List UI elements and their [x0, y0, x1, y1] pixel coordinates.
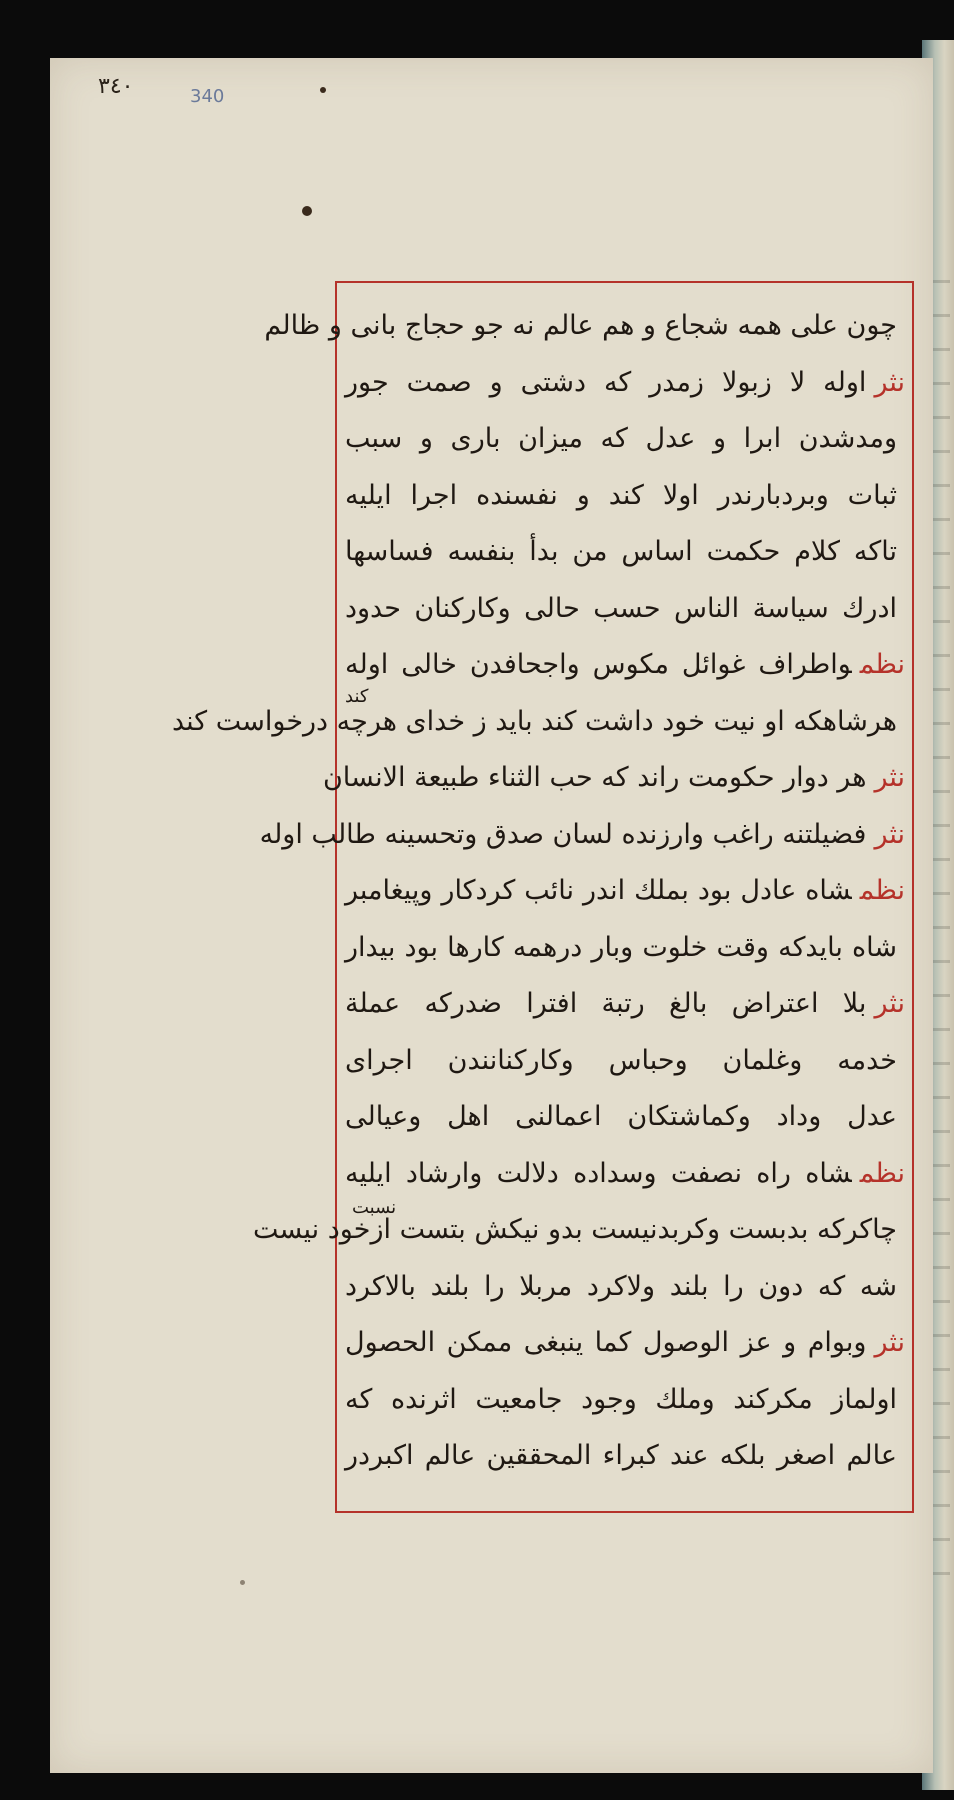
text-line — [345, 1033, 905, 1090]
line-text: ادرك سياسة الناس حسب حالی وکارکنان حدود — [345, 592, 897, 624]
line-text: وبوام و عز الوصول کما ینبغی ممکن الحصول — [345, 1327, 867, 1358]
facing-page-edge — [930, 280, 950, 1580]
line-text: عدل وداد وکماشتکان اعمالنی اهل وعیالی — [345, 1101, 897, 1132]
line-text: فضیلتنه راغب وارزنده لسان صدق وتحسینه طالب اوله — [259, 818, 867, 850]
rubric-word: نثر — [874, 1327, 905, 1358]
rubric-word: نظم — [859, 1157, 905, 1189]
line-text: هرشاهکه او نیت خود داشت کند باید ز خدای هرچه درخواست کند — [171, 705, 897, 737]
interlinear-note: نسبت — [352, 1197, 397, 1218]
text-line — [345, 524, 905, 581]
line-text: ثبات وبردبارندر اولا کند و نفسنده اجرا ایلیه — [345, 479, 897, 511]
text-line — [345, 468, 905, 525]
rubric-word: نثر — [874, 762, 905, 793]
line-text: عالم اصغر بلکه عند کبراء المحققین عالم اکبردر — [345, 1440, 897, 1471]
line-text: شاه عادل بود بملك اندر نائب کردکار وپیغامبر — [345, 875, 852, 906]
ink-spot — [302, 206, 312, 216]
rubric-word: نثر — [874, 366, 905, 398]
text-block — [171, 298, 905, 1485]
text-line — [345, 1315, 905, 1372]
line-text: خدمه وغلمان وحباس وکارکنانندن اجرای — [345, 1044, 897, 1076]
line-text: واطراف غوائل مکوس واجحافدن خالی اوله — [345, 649, 852, 680]
text-line — [345, 1372, 905, 1429]
line-text: چون علی همه شجاع و هم عالم نه جو حجاج بانی و ظالم — [264, 310, 897, 341]
text-line — [345, 863, 905, 920]
text-line — [252, 1202, 905, 1259]
text-line — [345, 976, 905, 1033]
line-text: شه که دون را بلند ولاکرد مربلا را بلند بالاکرد — [345, 1270, 897, 1302]
rubric-word: نظم — [859, 649, 905, 680]
line-text: شاه راه نصفت وسداده دلالت وارشاد ایلیه — [345, 1157, 852, 1189]
line-text: بلا اعتراض بالغ رتبة افترا ضدرکه عملة — [345, 988, 867, 1019]
folio-number-pencil: 340 — [190, 86, 225, 107]
text-line — [345, 1259, 905, 1316]
text-line — [171, 694, 905, 751]
line-text: تاکه کلام حکمت اساس من بدأ بنفسه فساسها — [345, 536, 897, 567]
ink-spot — [240, 1580, 245, 1585]
text-line — [264, 298, 905, 355]
text-line — [322, 750, 905, 807]
line-text: هر دوار حکومت راند که حب الثناء طبیعة الانسان — [322, 762, 867, 793]
text-line — [345, 355, 905, 412]
text-line — [345, 411, 905, 468]
line-text: ومدشدن ابرا و عدل که میزان باری و سبب — [345, 423, 897, 454]
text-line — [345, 637, 905, 694]
line-text: شاه بایدکه وقت خلوت وبار درهمه کارها بود بیدار — [345, 931, 897, 963]
folio-number-arabic: ٣٤٠ — [98, 74, 134, 99]
text-line — [345, 1428, 905, 1485]
rubric-word: نثر — [874, 818, 905, 850]
interlinear-note: کند — [345, 686, 369, 707]
rubric-word: نثر — [874, 988, 905, 1019]
text-line — [259, 807, 905, 864]
text-line — [345, 920, 905, 977]
line-text: اولماز مکرکند وملك وجود جامعیت اثرنده که — [345, 1383, 897, 1415]
rubric-word: نظم — [859, 875, 905, 906]
line-text: اوله لا زبولا زمدر که دشتی و صمت جور — [345, 366, 867, 398]
line-text: چاکرکه بدبست وکربدنیست بدو نیکش بتست ازخود نیست — [252, 1214, 897, 1245]
text-line — [345, 581, 905, 638]
text-line — [345, 1089, 905, 1146]
ink-spot — [320, 87, 326, 93]
text-line — [345, 1146, 905, 1203]
